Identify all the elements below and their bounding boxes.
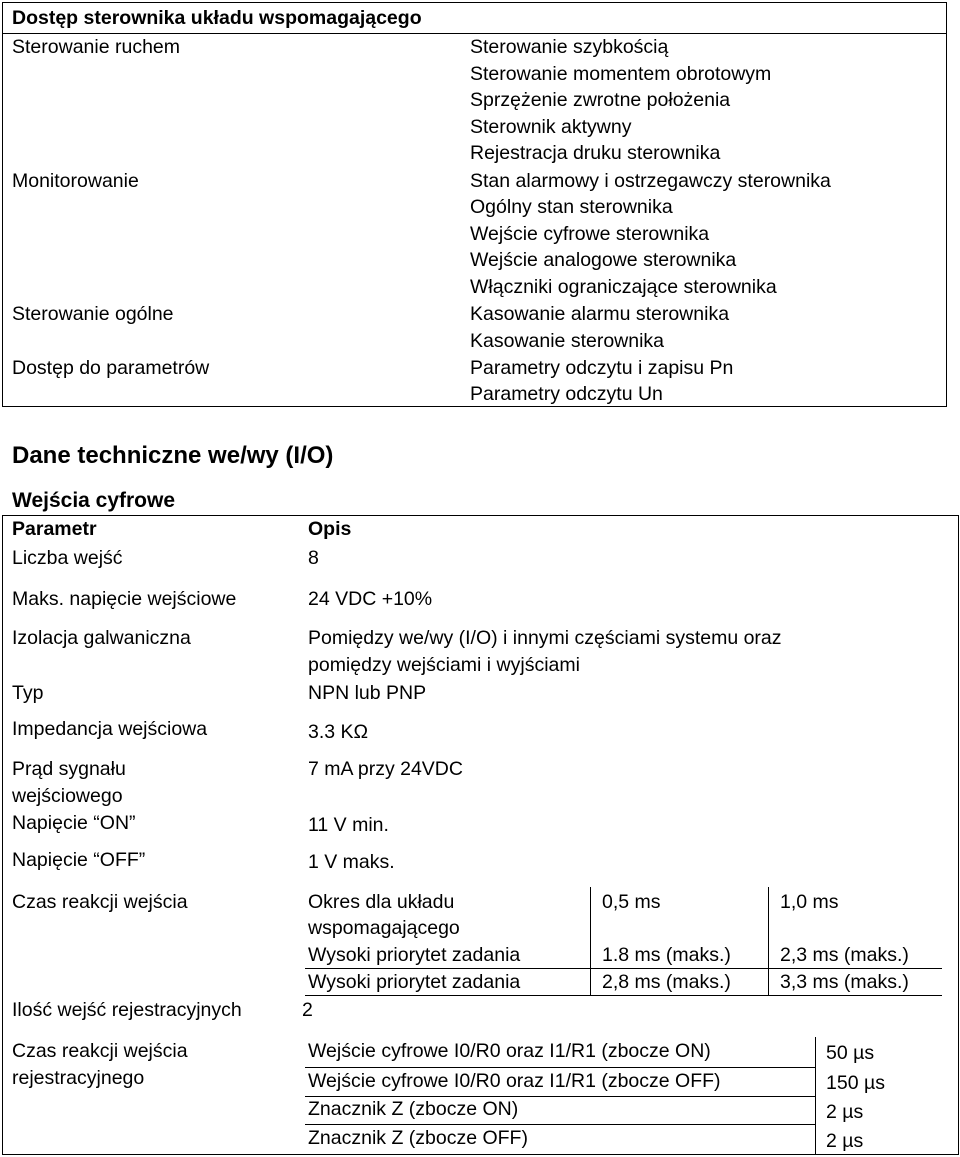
param-value: 24 VDC +10% [308,588,433,610]
param-label: Impedancja wejściowa [12,718,208,740]
regt-desc: Wejście cyfrowe I0/R0 oraz I1/R1 (zbocze ON) [308,1040,711,1062]
param-value: 1 V maks. [308,851,395,873]
group-item: Stan alarmowy i ostrzegawczy sterownika [470,170,831,192]
group-item: Sterownik aktywny [470,116,632,138]
group-item: Ogólny stan sterownika [470,196,673,218]
resp-value: 1,0 ms [780,891,839,913]
group-item: Kasowanie alarmu sterownika [470,303,730,325]
inputs-title: Wejścia cyfrowe [12,489,176,512]
group-label-general: Sterowanie ogólne [12,303,174,325]
regt-value: 2 µs [826,1101,864,1123]
resp-desc: wspomagającego [308,917,460,939]
group-label-motion: Sterowanie ruchem [12,36,180,58]
resp-desc: Wysoki priorytet zadania [308,944,521,966]
group-item: Sprzężenie zwrotne położenia [470,89,731,111]
group-item: Wejście analogowe sterownika [470,249,737,271]
param-label: Czas reakcji wejścia [12,891,188,913]
param-label: Typ [12,682,44,704]
regt-desc: Znacznik Z (zbocze ON) [308,1098,519,1120]
param-label: Liczba wejść [12,547,123,569]
regt-value: 150 µs [826,1072,885,1094]
param-label: Napięcie “OFF” [12,849,146,871]
param-label: Prąd sygnału [12,758,126,780]
param-label: Maks. napięcie wejściowe [12,588,237,610]
group-item: Rejestracja druku sterownika [470,142,721,164]
section-title: Dane techniczne we/wy (I/O) [12,442,334,469]
param-value: 3.3 KΩ [308,721,369,743]
param-value: pomiędzy wejściami i wyjściami [308,654,580,676]
regt-value: 2 µs [826,1130,864,1152]
group-item: Sterowanie szybkością [470,36,669,58]
regt-desc: Znacznik Z (zbocze OFF) [308,1127,528,1149]
regt-desc: Wejście cyfrowe I0/R0 oraz I1/R1 (zbocze OFF) [308,1070,721,1092]
resp-desc: Wysoki priorytet zadania [308,971,521,993]
access-table-header: Dostęp sterownika układu wspomagającego [12,7,422,29]
param-value: NPN lub PNP [308,682,427,704]
group-item: Włączniki ograniczające sterownika [470,276,777,298]
resp-value: 2,3 ms (maks.) [780,944,909,966]
group-label-params: Dostęp do parametrów [12,357,210,379]
resp-value: 1.8 ms (maks.) [602,944,731,966]
param-label: Czas reakcji wejścia [12,1040,188,1062]
group-label-monitoring: Monitorowanie [12,170,139,192]
group-item: Parametry odczytu i zapisu Pn [470,357,734,379]
param-label: Izolacja galwaniczna [12,627,191,649]
group-item: Parametry odczytu Un [470,383,663,405]
param-value: 8 [308,547,319,569]
resp-desc: Okres dla układu [308,891,455,913]
group-item: Wejście cyfrowe sterownika [470,223,710,245]
param-label: Napięcie “ON” [12,812,136,834]
regt-value: 50 µs [826,1042,875,1064]
param-label: Ilość wejść rejestracyjnych [12,999,242,1021]
param-label: wejściowego [12,785,123,807]
group-item: Kasowanie sterownika [470,330,665,352]
param-value: 11 V min. [308,814,389,836]
col-header-param: Parametr [12,518,97,540]
param-value: 7 mA przy 24VDC [308,758,463,780]
resp-value: 3,3 ms (maks.) [780,971,909,993]
param-value: Pomiędzy we/wy (I/O) i innymi częściami systemu oraz [308,627,782,649]
param-value: 2 [302,999,313,1021]
resp-value: 0,5 ms [602,891,661,913]
col-header-desc: Opis [308,518,352,540]
resp-value: 2,8 ms (maks.) [602,971,731,993]
group-item: Sterowanie momentem obrotowym [470,63,772,85]
param-label: rejestracyjnego [12,1067,145,1089]
